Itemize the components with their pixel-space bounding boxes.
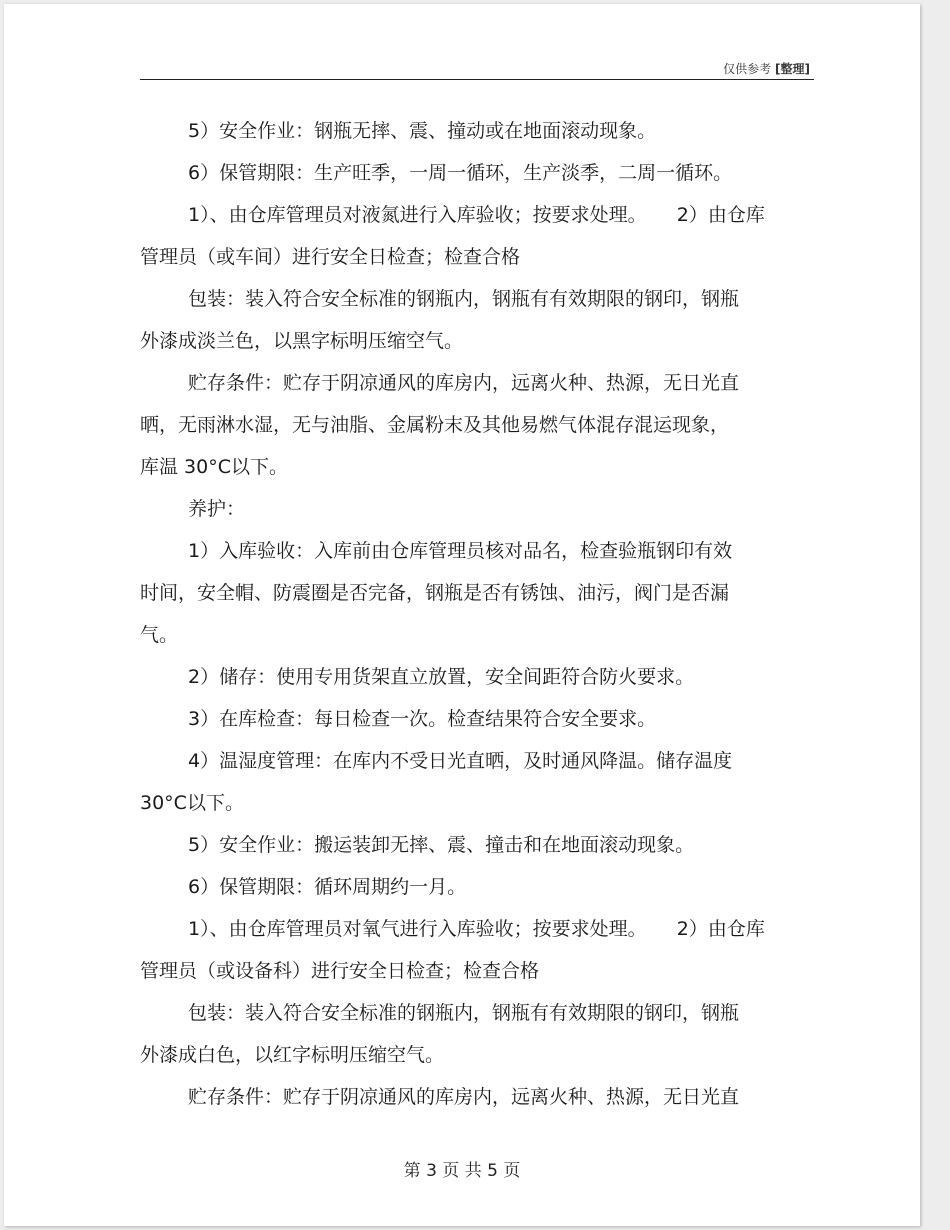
page-footer: 第 3 页 共 5 页 — [403, 1161, 521, 1181]
paragraph-line: 库温 30°C以下。 — [140, 456, 288, 478]
paragraph-line: 管理员（或设备科）进行安全日检查；检查合格 — [140, 960, 540, 982]
paragraph-line: 外漆成白色，以红字标明压缩空气。 — [140, 1044, 445, 1066]
document-page — [4, 4, 920, 1226]
paragraph-line: 1）入库验收：入库前由仓库管理员核对品名，检查验瓶钢印有效 — [188, 540, 733, 562]
paragraph-line: 贮存条件：贮存于阴凉通风的库房内，远离火种、热源，无日光直 — [188, 1086, 740, 1108]
header-rule — [140, 79, 814, 80]
paragraph-line: 气。 — [140, 624, 179, 646]
paragraph-line: 4）温湿度管理：在库内不受日光直晒，及时通风降温。储存温度 — [188, 750, 733, 772]
paragraph-line: 包装：装入符合安全标准的钢瓶内，钢瓶有有效期限的钢印，钢瓶 — [188, 1002, 740, 1024]
paragraph-line: 5）安全作业：钢瓶无摔、震、撞动或在地面滚动现象。 — [188, 120, 657, 142]
document-body — [140, 110, 820, 1118]
paragraph-line: 晒，无雨淋水湿，无与油脂、金属粉末及其他易燃气体混存混运现象， — [140, 414, 730, 436]
paragraph-line: 管理员（或车间）进行安全日检查；检查合格 — [140, 246, 521, 268]
paragraph-line: 6）保管期限：生产旺季，一周一循环，生产淡季，二周一循环。 — [188, 162, 733, 184]
paragraph-line: 时间，安全帽、防震圈是否完备，钢瓶是否有锈蚀、油污，阀门是否漏 — [140, 582, 730, 604]
paragraph-line: 1）、由仓库管理员对液氮进行入库验收；按要求处理。 2）由仓库 — [188, 204, 765, 226]
paragraph-line: 6）保管期限：循环周期约一月。 — [188, 876, 467, 898]
page-header — [723, 60, 810, 77]
paragraph-line: 外漆成淡兰色，以黑字标明压缩空气。 — [140, 330, 464, 352]
paragraph-line: 2）储存：使用专用货架直立放置，安全间距符合防火要求。 — [188, 666, 695, 688]
header-label: 仅供参考 — [723, 62, 772, 76]
paragraph-line: 包装：装入符合安全标准的钢瓶内，钢瓶有有效期限的钢印，钢瓶 — [188, 288, 740, 310]
header-tag: [整理] — [775, 62, 810, 76]
paragraph-line: 30°C以下。 — [140, 792, 244, 814]
paragraph-line: 贮存条件：贮存于阴凉通风的库房内，远离火种、热源，无日光直 — [188, 372, 740, 394]
paragraph-line: 3）在库检查：每日检查一次。检查结果符合安全要求。 — [188, 708, 657, 730]
paragraph-line: 5）安全作业：搬运装卸无摔、震、撞击和在地面滚动现象。 — [188, 834, 695, 856]
paragraph-line: 1）、由仓库管理员对氧气进行入库验收；按要求处理。 2）由仓库 — [188, 918, 765, 940]
paragraph-line: 养护： — [188, 498, 246, 520]
